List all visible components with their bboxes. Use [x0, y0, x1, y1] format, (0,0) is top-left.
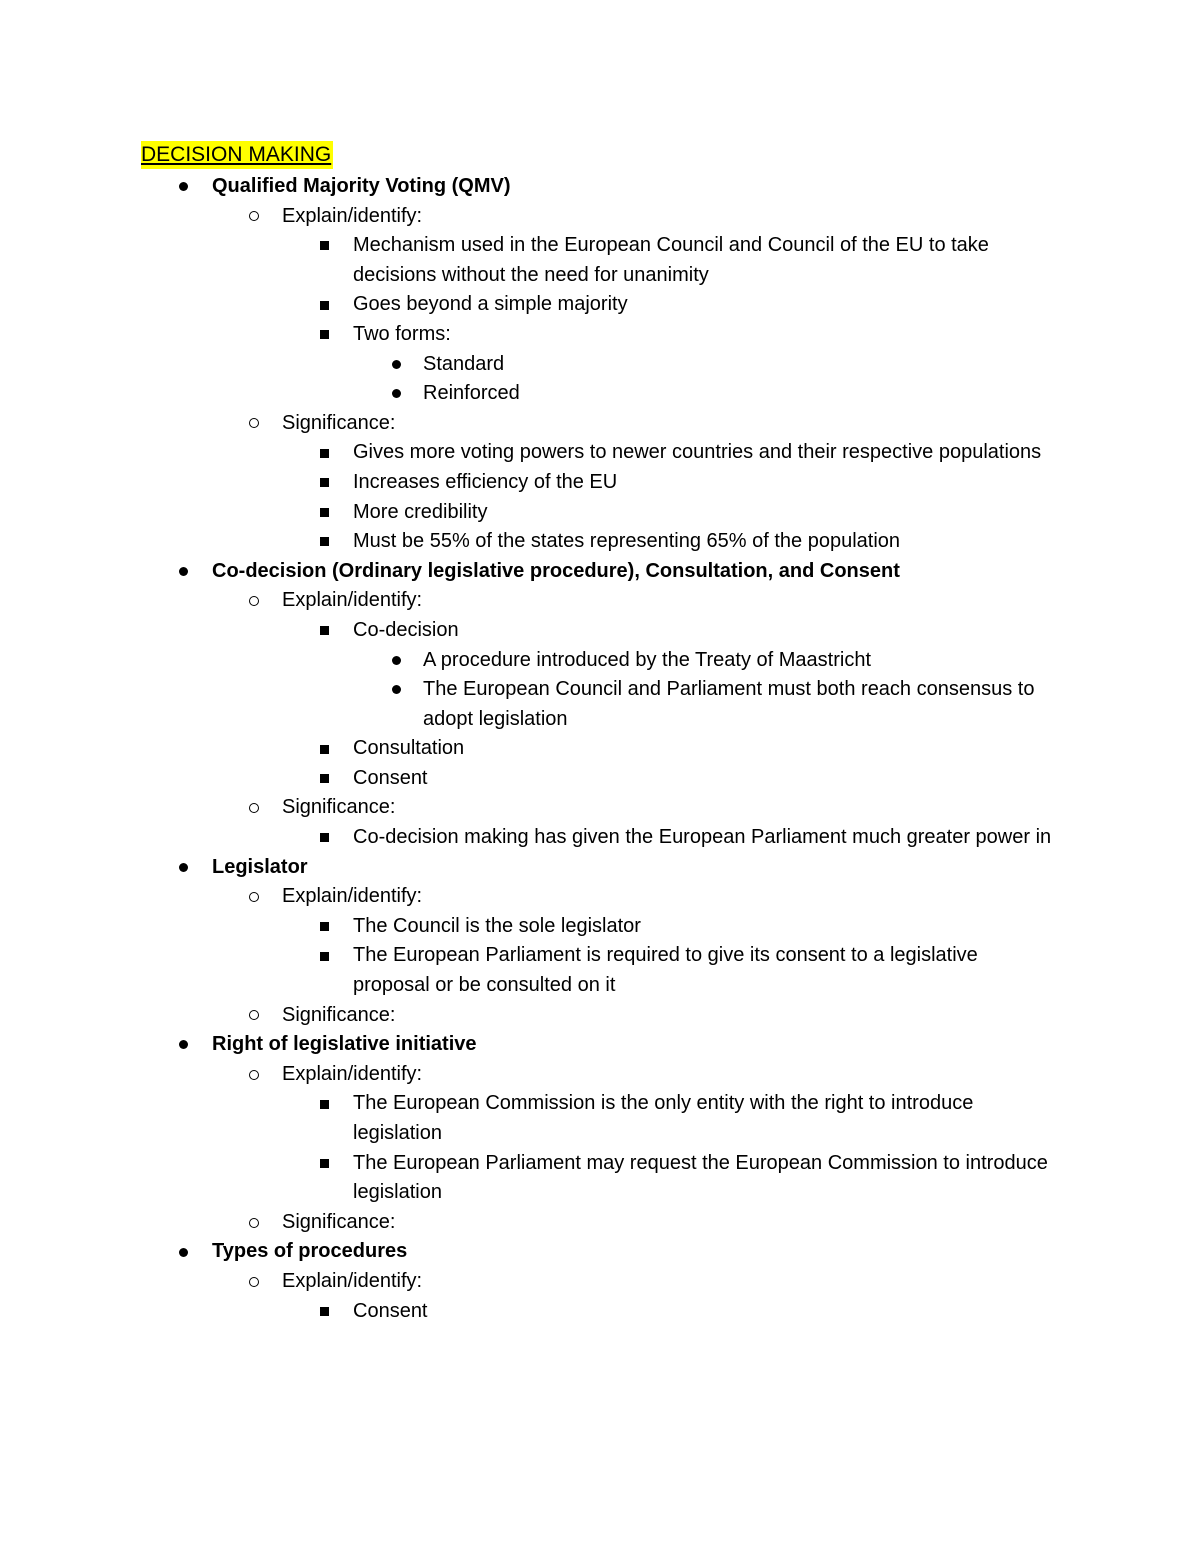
filled-bullet-icon: [386, 379, 406, 409]
outline-item-text: The Council is the sole legislator: [353, 914, 641, 937]
filled-bullet-icon: [386, 646, 406, 676]
square-bullet-icon: [314, 438, 334, 468]
outline-item-text: More credibility: [353, 500, 488, 523]
square-bullet-icon: [314, 764, 334, 794]
square-bullet-icon: [314, 941, 334, 971]
square-bullet-icon: [314, 231, 334, 261]
outline-item-text: Must be 55% of the states representing 65% of the population: [353, 530, 901, 553]
outline-item-text: The European Council and Parliament must both reach consensus to adopt legislation: [423, 678, 1035, 730]
outline-item-text: Reinforced: [423, 382, 520, 405]
outline-item-text: Two forms:: [353, 322, 451, 345]
outline-item-text: Types of procedures: [212, 1240, 408, 1263]
outline-item-text: Co-decision making has given the European Parliament much greater power in: [353, 826, 1052, 849]
outline-item-text: Significance:: [282, 1210, 396, 1233]
hollow-bullet-icon: [244, 409, 264, 439]
outline-item-text: Consent: [353, 1299, 428, 1322]
outline-item-level-2: [0, 1267, 1200, 1297]
outline-item-text: Mechanism used in the European Council and Council of the EU to take decisions without the need for unanimity: [353, 234, 989, 286]
outline-item-text: Significance:: [282, 796, 396, 819]
outline-item-text: Increases efficiency of the EU: [353, 470, 618, 493]
outline-item-level-4: [0, 646, 1200, 676]
outline-item-level-2: [0, 409, 1200, 439]
filled-bullet-icon: [173, 853, 193, 883]
square-bullet-icon: [314, 1089, 334, 1119]
outline-item-text: The European Parliament is required to give its consent to a legislative proposal or be consulted on it: [353, 944, 978, 997]
outline-item-text: Explain/identify:: [282, 1062, 423, 1085]
filled-bullet-icon: [173, 1237, 193, 1267]
outline-item-level-3: [0, 1149, 1200, 1208]
outline-item-level-3: [0, 320, 1200, 350]
outline-item-level-3: [0, 527, 1200, 557]
outline-item-text: Co-decision: [353, 618, 459, 641]
outline-item-level-3: [0, 231, 1200, 290]
hollow-bullet-icon: [244, 793, 264, 823]
hollow-bullet-icon: [244, 882, 264, 912]
filled-bullet-icon: [173, 1030, 193, 1060]
outline-item-text: Explain/identify:: [282, 204, 423, 227]
outline-item-text: The European Parliament may request the European Commission to introduce legislation: [353, 1151, 1048, 1204]
outline-item-text: Explain/identify:: [282, 885, 423, 908]
outline-item-text: Explain/identify:: [282, 1269, 423, 1292]
filled-bullet-icon: [386, 675, 406, 705]
outline-item-level-1: [0, 172, 1200, 202]
outline-item-text: Significance:: [282, 1003, 396, 1026]
hollow-bullet-icon: [244, 586, 264, 616]
outline-item-level-3: [0, 764, 1200, 794]
square-bullet-icon: [314, 498, 334, 528]
outline-item-level-2: [0, 586, 1200, 616]
outline-item-level-3: [0, 912, 1200, 942]
outline-item-text: The European Commission is the only entity with the right to introduce legislation: [353, 1092, 974, 1144]
square-bullet-icon: [314, 734, 334, 764]
outline-item-level-1: [0, 1237, 1200, 1267]
outline-item-level-4: [0, 379, 1200, 409]
square-bullet-icon: [314, 1297, 334, 1327]
outline-item-level-2: [0, 882, 1200, 912]
square-bullet-icon: [314, 320, 334, 350]
filled-bullet-icon: [173, 172, 193, 202]
square-bullet-icon: [314, 912, 334, 942]
outline-item-text: Consultation: [353, 737, 465, 760]
outline-item-level-4: [0, 350, 1200, 380]
square-bullet-icon: [314, 527, 334, 557]
outline-item-text: Right of legislative initiative: [212, 1033, 477, 1056]
square-bullet-icon: [314, 823, 334, 853]
outline-item-level-2: [0, 793, 1200, 823]
outline-list: [0, 172, 1200, 1326]
outline-item-level-1: [0, 1030, 1200, 1060]
outline-item-level-3: [0, 941, 1200, 1000]
outline-item-text: Standard: [423, 352, 505, 375]
outline-item-level-2: [0, 1208, 1200, 1238]
outline-item-level-3: [0, 498, 1200, 528]
outline-item-level-2: [0, 1060, 1200, 1090]
outline-item-level-3: [0, 438, 1200, 468]
hollow-bullet-icon: [244, 202, 264, 232]
square-bullet-icon: [314, 1149, 334, 1179]
outline-item-text: Co-decision (Ordinary legislative procedure), Consultation, and Consent: [212, 559, 900, 582]
square-bullet-icon: [314, 290, 334, 320]
outline-item-level-2: [0, 202, 1200, 232]
outline-item-text: Goes beyond a simple majority: [353, 293, 628, 316]
outline-item-text: Gives more voting powers to newer countries and their respective populations: [353, 441, 1042, 464]
filled-bullet-icon: [386, 350, 406, 380]
hollow-bullet-icon: [244, 1208, 264, 1238]
section-heading: DECISION MAKING: [141, 141, 333, 169]
square-bullet-icon: [314, 616, 334, 646]
filled-bullet-icon: [173, 557, 193, 587]
hollow-bullet-icon: [244, 1267, 264, 1297]
outline-item-level-3: [0, 290, 1200, 320]
outline-item-level-3: [0, 734, 1200, 764]
outline-item-text: Legislator: [212, 855, 308, 878]
outline-item-level-3: [0, 616, 1200, 646]
outline-item-level-1: [0, 557, 1200, 587]
hollow-bullet-icon: [244, 1060, 264, 1090]
outline-item-text: Explain/identify:: [282, 589, 423, 612]
square-bullet-icon: [314, 468, 334, 498]
outline-item-level-4: [0, 675, 1200, 734]
outline-item-level-3: [0, 1297, 1200, 1327]
outline-item-level-1: [0, 853, 1200, 883]
outline-item-text: Consent: [353, 766, 428, 789]
outline-item-text: A procedure introduced by the Treaty of Maastricht: [423, 648, 872, 671]
outline-item-level-3: [0, 1089, 1200, 1148]
outline-item-text: Qualified Majority Voting (QMV): [212, 175, 511, 197]
outline-item-level-3: [0, 823, 1200, 853]
outline-item-level-3: [0, 468, 1200, 498]
hollow-bullet-icon: [244, 1001, 264, 1031]
outline-item-text: Significance:: [282, 411, 396, 434]
outline-item-level-2: [0, 1001, 1200, 1031]
